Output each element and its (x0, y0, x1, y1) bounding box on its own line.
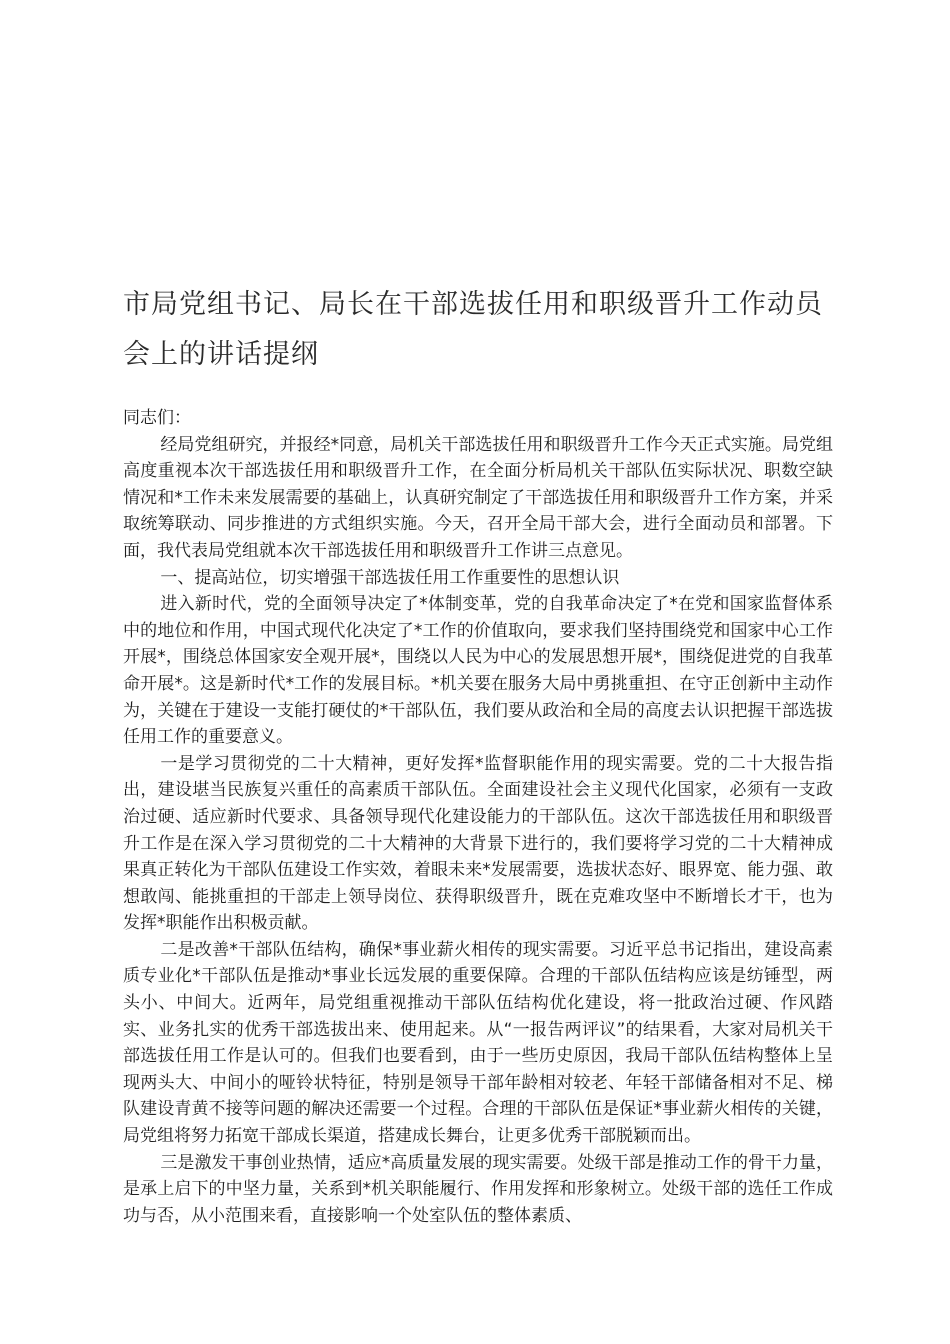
section-heading-1: 一、提高站位，切实增强干部选拔任用工作重要性的思想认识 (160, 567, 620, 588)
paragraph-point-2: 二是改善*干部队伍结构，确保*事业薪火相传的现实需要。习近平总书记指出，建设高素质专业化*干部队伍是推动*事业长远发展的重要保障。合理的干部队伍结构应该是纺锤型，两头小、中间大。近两年，局党组重视推动干部队伍结构优化建设，将一批政治过硬、作风踏实、业务扎实的优秀干部选拔出来、使用起来。从“一报告两评议”的结果看，大家对局机关干部选拔任用工作是认可的。但我们也要看到，由于一些历史原因，我局干部队伍结构整体上呈现两头大、中间小的哑铃状特征，特别是领导干部年龄相对较老、年轻干部储备相对不足、梯队建设青黄不接等问题的解决还需要一个过程。合理的干部队伍是保证*事业薪火相传的关键，局党组将努力拓宽干部成长渠道，搭建成长舞台，让更多优秀干部脱颖而出。 (123, 939, 833, 1147)
paragraph-point-3: 三是激发干事创业热情，适应*高质量发展的现实需要。处级干部是推动工作的骨干力量，是承上启下的中坚力量，关系到*机关职能履行、作用发挥和形象树立。处级干部的选任工作成功与否，从小范围来看，直接影响一个处室队伍的整体素质、 (123, 1152, 833, 1226)
document-page (123, 280, 833, 1229)
paragraph-new-era: 进入新时代，党的全面领导决定了*体制变革，党的自我革命决定了*在党和国家监督体系中的地位和作用，中国式现代化决定了*工作的价值取向，要求我们坚持围绕党和国家中心工作开展*，围绕总体国家安全观开展*，围绕以人民为中心的发展思想开展*，围绕促进党的自我革命开展*。这是新时代*工作的发展目标。*机关要在服务大局中勇挑重担、在守正创新中主动作为，关键在于建设一支能打硬仗的*干部队伍，我们要从政治和全局的高度去认识把握干部选拔任用工作的重要意义。 (123, 594, 833, 748)
salutation: 同志们： (123, 408, 191, 428)
paragraph-point-1: 一是学习贯彻党的二十大精神，更好发挥*监督职能作用的现实需要。党的二十大报告指出，建设堪当民族复兴重任的高素质干部队伍。全面建设社会主义现代化国家，必须有一支政治过硬、适应新时代要求、具备领导现代化建设能力的干部队伍。这次干部选拔任用和职级晋升工作是在深入学习贯彻党的二十大精神的大背景下进行的，我们要将学习党的二十大精神成果真正转化为干部队伍建设工作实效，着眼未来*发展需要，选拔状态好、眼界宽、能力强、敢想敢闯、能挑重担的干部走上领导岗位、获得职级晋升，既在克难攻坚中不断增长才干，也为发挥*职能作出积极贡献。 (123, 753, 833, 934)
document-title: 市局党组书记、局长在干部选拔任用和职级晋升工作动员会上的讲话提纲 (123, 289, 823, 370)
paragraph-intro: 经局党组研究，并报经*同意，局机关干部选拔任用和职级晋升工作今天正式实施。局党组高度重视本次干部选拔任用和职级晋升工作，在全面分析局机关干部队伍实际状况、职数空缺情况和*工作未来发展需要的基础上，认真研究制定了干部选拔任用和职级晋升工作方案，并采取统筹联动、同步推进的方式组织实施。今天，召开全局干部大会，进行全面动员和部署。下面，我代表局党组就本次干部选拔任用和职级晋升工作讲三点意见。 (123, 434, 833, 561)
